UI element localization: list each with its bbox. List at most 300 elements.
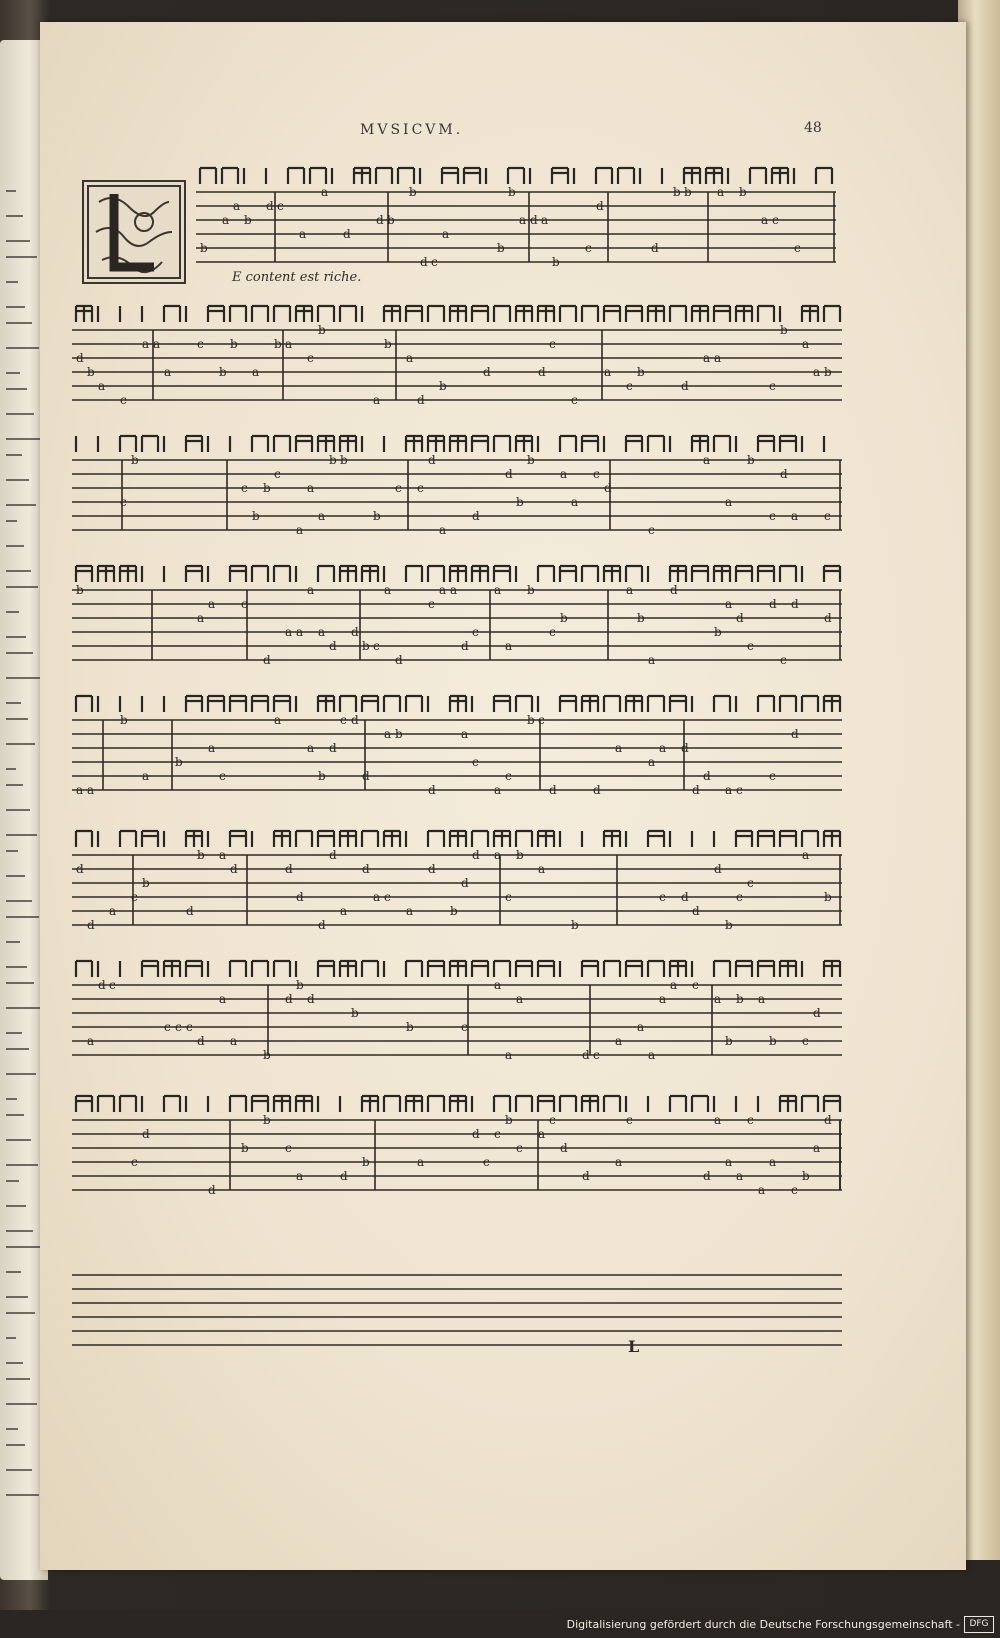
tab-letter: d — [362, 769, 370, 783]
tab-letter: c — [549, 1113, 556, 1127]
tab-letter: a — [406, 904, 414, 918]
rhythm-flag — [252, 696, 268, 712]
rhythm-flag — [274, 1096, 290, 1112]
tab-letter: c — [648, 523, 655, 537]
rhythm-flag — [252, 961, 268, 977]
bleed-through-mark — [6, 1114, 24, 1116]
bleed-through-mark — [6, 190, 16, 192]
rhythm-flag — [472, 306, 488, 322]
tab-letter: b — [527, 453, 535, 467]
rhythm-flag — [318, 696, 334, 712]
rhythm-flag — [318, 566, 334, 582]
tab-letter: b — [296, 978, 304, 992]
tablature-system — [72, 825, 842, 935]
bleed-through-mark — [6, 1337, 16, 1339]
tab-letter: c — [472, 755, 479, 769]
bleed-through-mark — [6, 966, 27, 968]
tab-letter: c — [472, 625, 479, 639]
tab-letter: d — [417, 393, 425, 407]
tab-letter: a — [648, 653, 656, 667]
tab-letter: a — [494, 848, 502, 862]
rhythm-flag — [164, 961, 180, 977]
tab-letter: b — [714, 625, 722, 639]
tab-letter: d — [76, 862, 84, 876]
tab-letter: a — [769, 1155, 777, 1169]
tab-letter: d — [395, 653, 403, 667]
rhythm-flag — [538, 831, 554, 847]
tab-letter: c — [747, 1113, 754, 1127]
tab-letter: a — [274, 713, 282, 727]
rhythm-flag — [230, 566, 246, 582]
rhythm-flag — [802, 831, 818, 847]
bleed-through-mark — [6, 1180, 19, 1182]
rhythm-flag — [824, 566, 840, 582]
tab-letter: c — [824, 509, 831, 523]
rhythm-flag — [538, 306, 554, 322]
tablature-staff — [72, 825, 842, 935]
tab-letter: b — [351, 1006, 359, 1020]
tab-letter: c — [395, 481, 402, 495]
rhythm-flag — [604, 831, 620, 847]
tab-letter: c — [769, 769, 776, 783]
bleed-through-mark — [6, 1296, 28, 1298]
tablature-staff — [72, 300, 842, 410]
tab-letter: a — [494, 583, 502, 597]
tablature-system — [72, 300, 842, 410]
rhythm-flag — [714, 566, 730, 582]
rhythm-flag — [186, 696, 202, 712]
bleed-through-mark — [6, 215, 23, 217]
tab-letter: d — [318, 918, 326, 932]
tab-letter: c — [417, 481, 424, 495]
tab-letter: c — [626, 379, 633, 393]
rhythm-flag — [508, 168, 524, 184]
tab-letter: a — [219, 992, 227, 1006]
tab-letter: a — [761, 213, 769, 227]
tablature-system — [72, 560, 842, 670]
tab-letter: d — [285, 862, 293, 876]
tab-letter: c — [593, 1048, 600, 1062]
rhythm-flag — [736, 961, 752, 977]
rhythm-flag — [714, 436, 730, 452]
tab-letter: b — [736, 992, 744, 1006]
rhythm-flag — [398, 168, 414, 184]
rhythm-flag — [340, 306, 356, 322]
rhythm-flag — [384, 696, 400, 712]
tab-letter: a — [450, 583, 458, 597]
tablature-system — [72, 1090, 842, 1200]
tab-letter: b — [769, 1034, 777, 1048]
rhythm-flag — [362, 1096, 378, 1112]
bleed-through-mark — [6, 1139, 31, 1141]
tab-letter: d — [329, 848, 337, 862]
rhythm-flag — [604, 1096, 620, 1112]
bleed-through-mark — [6, 1164, 38, 1166]
tab-letter: a — [802, 848, 810, 862]
tab-letter: b — [409, 185, 417, 199]
tab-letter: d — [142, 1127, 150, 1141]
rhythm-flag — [582, 306, 598, 322]
bleed-through-mark — [6, 504, 36, 506]
rhythm-flag — [362, 831, 378, 847]
rhythm-flag — [340, 436, 356, 452]
tablature-system — [72, 1245, 842, 1355]
bleed-through-mark — [6, 850, 18, 852]
tab-letter: b — [673, 185, 681, 199]
tab-letter: d — [538, 365, 546, 379]
bleed-through-mark — [6, 611, 19, 613]
rhythm-flag — [76, 831, 92, 847]
rhythm-flag — [780, 961, 796, 977]
rhythm-flag — [142, 436, 158, 452]
tab-letter: a — [439, 523, 447, 537]
tab-letter: c — [791, 1183, 798, 1197]
rhythm-flag — [596, 168, 612, 184]
tab-letter: a — [406, 351, 414, 365]
tab-letter: c — [307, 351, 314, 365]
tab-letter: d — [87, 918, 95, 932]
bleed-through-mark — [6, 586, 38, 588]
tablature-staff — [72, 1245, 842, 1355]
bleed-through-mark — [6, 1098, 17, 1100]
rhythm-flag — [670, 1096, 686, 1112]
rhythm-flag — [604, 961, 620, 977]
rhythm-flag — [714, 696, 730, 712]
tab-letter: a — [296, 523, 304, 537]
tab-letter: c — [131, 890, 138, 904]
bleed-through-mark — [6, 347, 39, 349]
rhythm-flag — [736, 306, 752, 322]
tab-letter: b — [87, 365, 95, 379]
rhythm-flag — [516, 306, 532, 322]
rhythm-flag — [538, 566, 554, 582]
tab-letter: a — [208, 597, 216, 611]
rhythm-flag — [780, 1096, 796, 1112]
bleed-through-mark — [6, 677, 40, 679]
tab-letter: d — [329, 639, 337, 653]
tab-letter: c — [109, 978, 116, 992]
tab-letter: d — [263, 653, 271, 667]
rhythm-flag — [296, 831, 312, 847]
rhythm-flag — [494, 831, 510, 847]
tab-letter: b — [450, 904, 458, 918]
bleed-through-mark — [6, 1007, 41, 1009]
rhythm-flag — [340, 566, 356, 582]
tab-letter: b — [318, 769, 326, 783]
tablature-staff — [72, 560, 842, 670]
tab-letter: d — [582, 1048, 590, 1062]
tab-letter: a — [714, 1113, 722, 1127]
rhythm-flag — [516, 831, 532, 847]
tab-letter: d — [307, 992, 315, 1006]
tab-letter: c — [241, 597, 248, 611]
tab-letter: c — [772, 213, 779, 227]
rhythm-flag — [648, 306, 664, 322]
tab-letter: d — [780, 467, 788, 481]
tab-letter: b — [824, 890, 832, 904]
rhythm-flag — [802, 1096, 818, 1112]
tab-letter: a — [142, 337, 150, 351]
tab-letter: b — [120, 713, 128, 727]
tab-letter: a — [626, 583, 634, 597]
tab-letter: a — [725, 597, 733, 611]
rhythm-flag — [582, 961, 598, 977]
tab-letter: a — [296, 625, 304, 639]
tab-letter: a — [285, 625, 293, 639]
tab-letter: d — [472, 509, 480, 523]
tab-letter: d — [296, 890, 304, 904]
tab-letter: d — [692, 783, 700, 797]
rhythm-flag — [582, 436, 598, 452]
tab-letter: c — [736, 783, 743, 797]
rhythm-flag — [274, 961, 290, 977]
tablature-staff — [196, 162, 836, 272]
rhythm-flag — [824, 961, 840, 977]
rhythm-flag — [450, 961, 466, 977]
tab-letter: a — [519, 213, 527, 227]
bleed-through-mark — [6, 372, 20, 374]
rhythm-flag — [494, 306, 510, 322]
tab-letter: b — [263, 1113, 271, 1127]
rhythm-flag — [406, 696, 422, 712]
rhythm-flag — [428, 831, 444, 847]
tab-letter: c — [384, 890, 391, 904]
tab-letter: b — [780, 323, 788, 337]
rhythm-flag — [230, 696, 246, 712]
tab-letter: b — [637, 611, 645, 625]
tab-letter: a — [604, 365, 612, 379]
tab-letter: b — [739, 185, 747, 199]
tab-letter: c — [505, 769, 512, 783]
bleed-through-mark — [6, 1246, 40, 1248]
tab-letter: d — [791, 597, 799, 611]
tab-letter: b — [263, 481, 271, 495]
tab-letter: a — [725, 1155, 733, 1169]
tab-letter: c — [197, 337, 204, 351]
tab-letter: d — [651, 241, 659, 255]
tab-letter: c — [164, 1020, 171, 1034]
tablature-system — [72, 430, 842, 540]
tab-letter: d — [230, 862, 238, 876]
tab-letter: d — [813, 1006, 821, 1020]
tab-letter: b — [131, 453, 139, 467]
tab-letter: a — [560, 467, 568, 481]
bleed-through-mark — [6, 438, 41, 440]
tab-letter: d — [681, 741, 689, 755]
rhythm-flag — [208, 306, 224, 322]
rhythm-flag — [450, 436, 466, 452]
tab-letter: a — [648, 755, 656, 769]
tab-letter: b — [200, 241, 208, 255]
tab-letter: c — [483, 1155, 490, 1169]
rhythm-flag — [428, 961, 444, 977]
rhythm-flag — [120, 831, 136, 847]
rhythm-flag — [76, 696, 92, 712]
rhythm-flag — [230, 306, 246, 322]
digitization-credit: Digitalisierung gefördert durch die Deutsche Forschungsgemeinschaft - — [566, 1618, 960, 1631]
bleed-through-mark — [6, 652, 33, 654]
tab-letter: b — [244, 213, 252, 227]
tab-letter: a — [659, 992, 667, 1006]
tab-letter: a — [802, 337, 810, 351]
tab-letter: a — [494, 978, 502, 992]
tab-letter: d — [692, 904, 700, 918]
bleed-through-mark — [6, 1378, 30, 1380]
rhythm-flag — [494, 566, 510, 582]
tablature-staff — [72, 690, 842, 800]
tab-letter: c — [769, 509, 776, 523]
tab-letter: a — [307, 583, 315, 597]
rhythm-flag — [76, 306, 92, 322]
tab-letter: a — [717, 185, 725, 199]
tab-letter: d — [714, 862, 722, 876]
rhythm-flag — [626, 306, 642, 322]
tab-letter: d — [362, 862, 370, 876]
rhythm-flag — [604, 566, 620, 582]
rhythm-flag — [362, 566, 378, 582]
tab-letter: b — [406, 1020, 414, 1034]
rhythm-flag — [494, 696, 510, 712]
tab-letter: a — [725, 783, 733, 797]
rhythm-flag — [538, 1096, 554, 1112]
tab-letter: d — [98, 978, 106, 992]
tablature-staff — [72, 955, 842, 1065]
tab-letter: b — [637, 365, 645, 379]
tab-letter: c — [428, 597, 435, 611]
tab-letter: d — [351, 625, 359, 639]
tab-letter: a — [109, 904, 117, 918]
tab-letter: d — [76, 351, 84, 365]
tab-letter: a — [321, 185, 329, 199]
bleed-through-mark — [6, 1271, 21, 1273]
bleed-through-mark — [6, 281, 18, 283]
rhythm-flag — [252, 1096, 268, 1112]
tab-letter: b — [824, 365, 832, 379]
tablature-system — [72, 690, 842, 800]
tab-letter: a — [230, 1034, 238, 1048]
tab-letter: a — [736, 1169, 744, 1183]
rhythm-flag — [464, 168, 480, 184]
rhythm-flag — [670, 961, 686, 977]
tab-letter: c — [692, 978, 699, 992]
tab-letter: c — [593, 467, 600, 481]
rhythm-flag — [736, 831, 752, 847]
tab-letter: b — [560, 611, 568, 625]
tab-letter: d — [596, 199, 604, 213]
rhythm-flag — [340, 831, 356, 847]
decorated-initial-icon — [82, 180, 186, 284]
tab-letter: a — [538, 862, 546, 876]
bleed-through-mark — [6, 1444, 25, 1446]
tab-letter: d — [530, 213, 538, 227]
tab-letter: c — [461, 1020, 468, 1034]
rhythm-flag — [626, 436, 642, 452]
rhythm-flag — [736, 566, 752, 582]
tab-letter: b — [802, 1169, 810, 1183]
rhythm-flag — [120, 436, 136, 452]
tab-letter: d — [186, 904, 194, 918]
rhythm-flag — [428, 306, 444, 322]
tab-letter: a — [76, 783, 84, 797]
tab-letter: d — [461, 876, 469, 890]
page-number: 48 — [804, 120, 822, 136]
rhythm-flag — [494, 961, 510, 977]
tab-letter: a — [142, 769, 150, 783]
rhythm-flag — [516, 436, 532, 452]
tab-letter: a — [296, 1169, 304, 1183]
tab-letter: b — [219, 365, 227, 379]
tab-letter: d — [670, 583, 678, 597]
rhythm-flag — [186, 566, 202, 582]
tab-letter: a — [373, 393, 381, 407]
tab-letter: a — [571, 495, 579, 509]
tab-letter: b — [508, 185, 516, 199]
running-head: MVSICVM. — [360, 122, 464, 138]
rhythm-flag — [76, 1096, 92, 1112]
tab-letter: a — [461, 727, 469, 741]
rhythm-flag — [824, 831, 840, 847]
rhythm-flag — [750, 168, 766, 184]
tab-letter: a — [615, 1034, 623, 1048]
tab-letter: c — [186, 1020, 193, 1034]
rhythm-flag — [164, 1096, 180, 1112]
tab-letter: b — [230, 337, 238, 351]
rhythm-flag — [186, 831, 202, 847]
tab-letter: b — [439, 379, 447, 393]
tab-letter: b — [527, 583, 535, 597]
rhythm-flag — [318, 436, 334, 452]
rhythm-flag — [340, 696, 356, 712]
rhythm-flag — [296, 1096, 312, 1112]
tab-letter: d — [824, 611, 832, 625]
tab-letter: d — [351, 713, 359, 727]
bleed-through-mark — [6, 1312, 35, 1314]
rhythm-flag — [758, 566, 774, 582]
rhythm-flag — [670, 566, 686, 582]
lyric-caption: E content est riche. — [232, 270, 362, 285]
tab-letter: a — [197, 611, 205, 625]
tab-letter: b — [329, 453, 337, 467]
rhythm-flag — [384, 831, 400, 847]
tab-letter: b — [516, 495, 524, 509]
tab-letter: a — [299, 227, 307, 241]
rhythm-flag — [758, 306, 774, 322]
tab-letter: a — [442, 227, 450, 241]
rhythm-flag — [692, 306, 708, 322]
tab-letter: a — [384, 583, 392, 597]
tab-letter: d — [420, 255, 428, 269]
tab-letter: c — [285, 1141, 292, 1155]
rhythm-flag — [120, 566, 136, 582]
bleed-through-mark — [6, 718, 28, 720]
tab-letter: b — [571, 918, 579, 932]
tab-letter: c — [340, 713, 347, 727]
rhythm-flag — [274, 306, 290, 322]
rhythm-flag — [98, 566, 114, 582]
rhythm-flag — [626, 961, 642, 977]
rhythm-flag — [406, 1096, 422, 1112]
rhythm-flag — [442, 168, 458, 184]
rhythm-flag — [450, 566, 466, 582]
rhythm-flag — [362, 696, 378, 712]
rhythm-flag — [230, 831, 246, 847]
tab-letter: b — [263, 1048, 271, 1062]
bleed-through-mark — [6, 1205, 26, 1207]
rhythm-flag — [450, 1096, 466, 1112]
tab-letter: d — [343, 227, 351, 241]
tab-letter: c — [626, 1113, 633, 1127]
rhythm-flag — [164, 306, 180, 322]
